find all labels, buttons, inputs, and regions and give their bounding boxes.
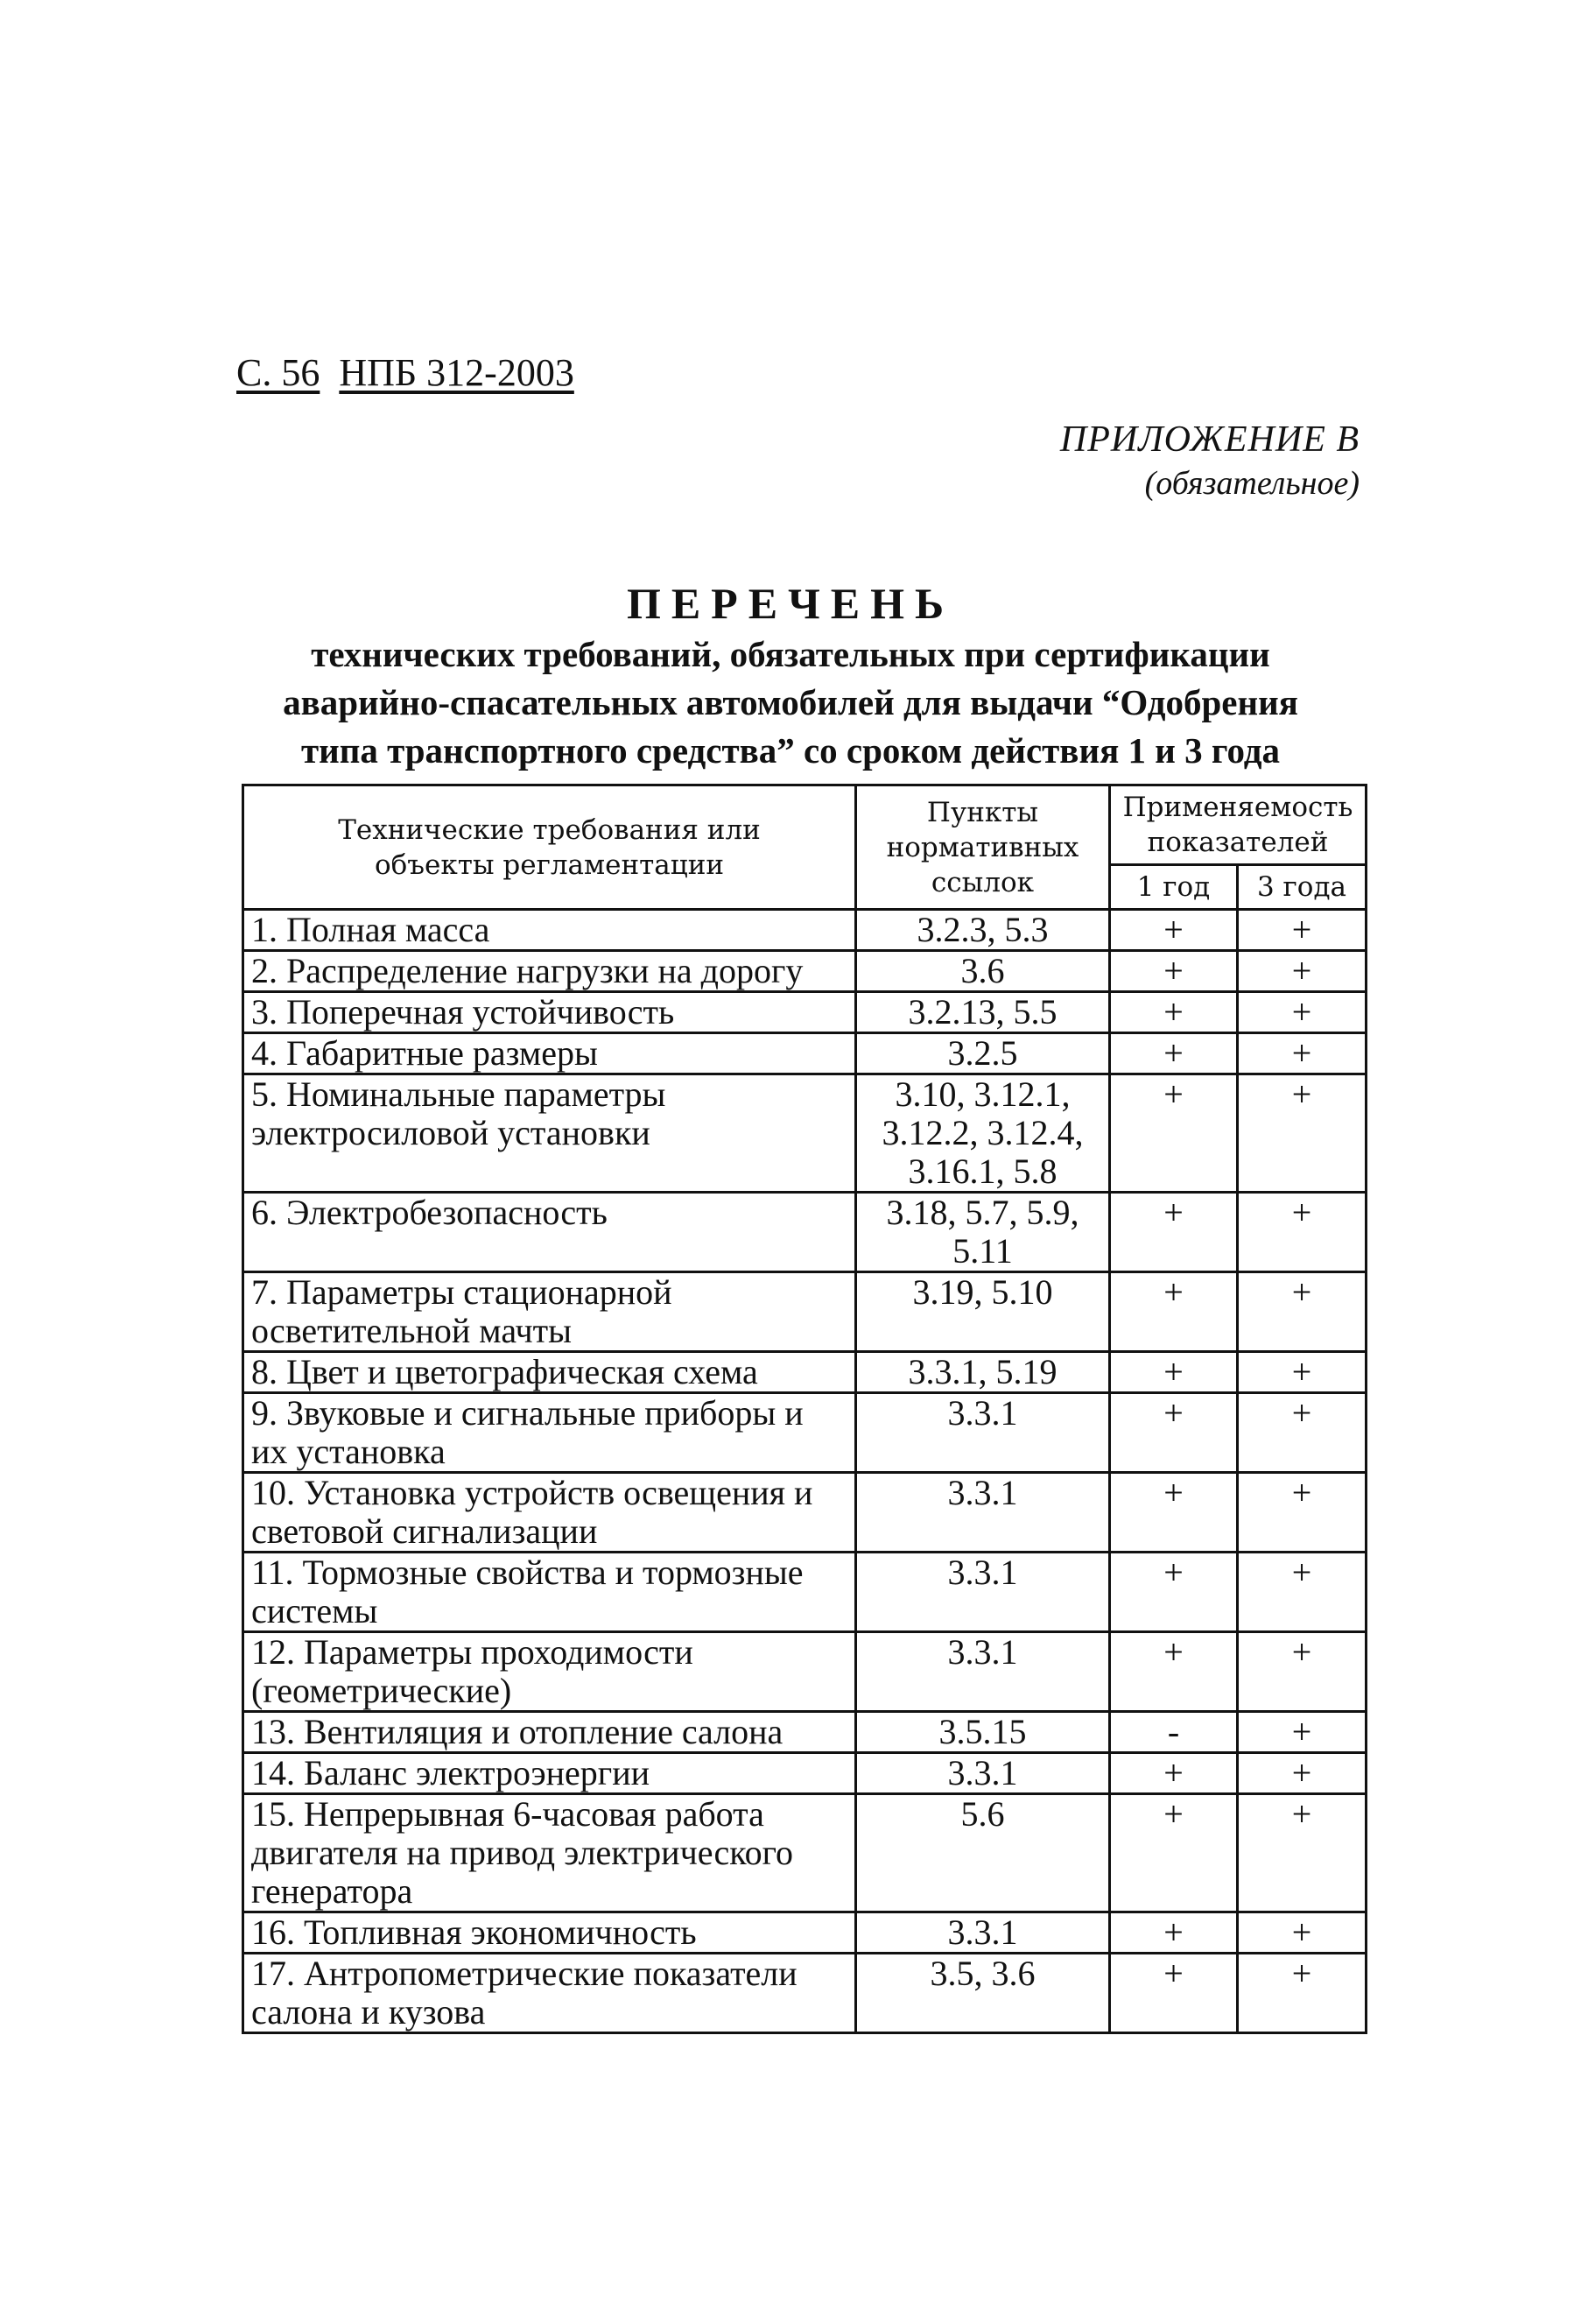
- refs-cell: 3.18, 5.7, 5.9, 5.11: [856, 1193, 1110, 1272]
- year-1-cell: +: [1110, 1912, 1238, 1954]
- year-3-cell: +: [1238, 1553, 1367, 1632]
- page-header: [236, 350, 574, 395]
- year-3-cell: +: [1238, 951, 1367, 992]
- table-row: [243, 1352, 1367, 1393]
- year-1-cell: +: [1110, 1632, 1238, 1712]
- title-line-2: аварийно-спасательных автомобилей для выдачи “Одобрения: [283, 682, 1298, 722]
- header-refs: Пункты нормативных ссылок: [856, 785, 1110, 910]
- year-3-cell: +: [1238, 1473, 1367, 1553]
- requirement-cell: 7. Параметры стационарной осветительной мачты: [243, 1272, 856, 1352]
- year-3-cell: +: [1238, 1074, 1367, 1193]
- year-1-cell: +: [1110, 1473, 1238, 1553]
- appendix-note: (обязательное): [1144, 465, 1360, 502]
- year-3-cell: +: [1238, 1352, 1367, 1393]
- requirement-cell: 6. Электробезопасность: [243, 1193, 856, 1272]
- table-row: [243, 992, 1367, 1033]
- page-number: С. 56: [236, 351, 320, 394]
- requirement-cell: 15. Непрерывная 6-часовая работа двигателя на привод электрического генератора: [243, 1794, 856, 1912]
- table-row: [243, 1473, 1367, 1553]
- refs-cell: 3.6: [856, 951, 1110, 992]
- header-requirements: Технические требования или объекты регламентации: [243, 785, 856, 910]
- refs-cell: 3.3.1: [856, 1553, 1110, 1632]
- refs-cell: 3.3.1, 5.19: [856, 1352, 1110, 1393]
- title-line-1: технических требований, обязательных при сертификации: [311, 634, 1270, 674]
- year-3-cell: +: [1238, 1193, 1367, 1272]
- refs-cell: 3.10, 3.12.1, 3.12.2, 3.12.4, 3.16.1, 5.8: [856, 1074, 1110, 1193]
- appendix-title: ПРИЛОЖЕНИЕ В: [1059, 419, 1360, 460]
- year-3-cell: +: [1238, 1753, 1367, 1794]
- year-3-cell: +: [1238, 1632, 1367, 1712]
- table-row: [243, 1074, 1367, 1193]
- table-row: [243, 1393, 1367, 1473]
- table-row: [243, 1272, 1367, 1352]
- year-3-cell: +: [1238, 1393, 1367, 1473]
- header-1-year: 1 год: [1110, 865, 1238, 910]
- appendix-label: [1060, 419, 1360, 503]
- year-1-cell: +: [1110, 951, 1238, 992]
- requirement-cell: 17. Антропометрические показатели салона и кузова: [243, 1954, 856, 2033]
- refs-cell: 3.5.15: [856, 1712, 1110, 1753]
- year-1-cell: +: [1110, 1553, 1238, 1632]
- refs-cell: 3.5, 3.6: [856, 1954, 1110, 2033]
- table-row: [243, 1912, 1367, 1954]
- refs-cell: 5.6: [856, 1794, 1110, 1912]
- year-1-cell: +: [1110, 1193, 1238, 1272]
- requirement-cell: 4. Габаритные размеры: [243, 1033, 856, 1074]
- table-row: [243, 1954, 1367, 2033]
- requirement-cell: 11. Тормозные свойства и тормозные системы: [243, 1553, 856, 1632]
- requirement-cell: 1. Полная масса: [243, 910, 856, 951]
- requirement-cell: 14. Баланс электроэнергии: [243, 1753, 856, 1794]
- table-row: [243, 1632, 1367, 1712]
- requirement-cell: 13. Вентиляция и отопление салона: [243, 1712, 856, 1753]
- year-1-cell: +: [1110, 910, 1238, 951]
- refs-cell: 3.3.1: [856, 1753, 1110, 1794]
- year-1-cell: +: [1110, 1393, 1238, 1473]
- requirement-cell: 3. Поперечная устойчивость: [243, 992, 856, 1033]
- requirement-cell: 8. Цвет и цветографическая схема: [243, 1352, 856, 1393]
- year-1-cell: +: [1110, 1272, 1238, 1352]
- year-1-cell: -: [1110, 1712, 1238, 1753]
- year-1-cell: +: [1110, 1074, 1238, 1193]
- refs-cell: 3.3.1: [856, 1473, 1110, 1553]
- refs-cell: 3.2.13, 5.5: [856, 992, 1110, 1033]
- year-1-cell: +: [1110, 1352, 1238, 1393]
- table-row: [243, 910, 1367, 951]
- year-3-cell: +: [1238, 992, 1367, 1033]
- requirement-cell: 12. Параметры проходимости (геометрические): [243, 1632, 856, 1712]
- year-3-cell: +: [1238, 1033, 1367, 1074]
- requirement-cell: 16. Топливная экономичность: [243, 1912, 856, 1954]
- header-3-years: 3 года: [1238, 865, 1367, 910]
- title-main: ПЕРЕЧЕНЬ: [626, 579, 955, 628]
- table-row: [243, 1033, 1367, 1074]
- refs-cell: 3.3.1: [856, 1393, 1110, 1473]
- requirement-cell: 9. Звуковые и сигнальные приборы и их установка: [243, 1393, 856, 1473]
- year-1-cell: +: [1110, 1753, 1238, 1794]
- table-row: [243, 1193, 1367, 1272]
- year-1-cell: +: [1110, 1033, 1238, 1074]
- year-3-cell: +: [1238, 1712, 1367, 1753]
- document-title: [0, 578, 1581, 773]
- requirement-cell: 10. Установка устройств освещения и световой сигнализации: [243, 1473, 856, 1553]
- table-row: [243, 951, 1367, 992]
- requirement-cell: 2. Распределение нагрузки на дорогу: [243, 951, 856, 992]
- year-3-cell: +: [1238, 1794, 1367, 1912]
- table-row: [243, 1753, 1367, 1794]
- table-row: [243, 1553, 1367, 1632]
- refs-cell: 3.3.1: [856, 1912, 1110, 1954]
- title-line-3: типа транспортного средства” со сроком действия 1 и 3 года: [300, 730, 1281, 771]
- year-3-cell: +: [1238, 910, 1367, 951]
- header-applicability: Применяемость показателей: [1110, 785, 1367, 865]
- requirement-cell: 5. Номинальные параметры электросиловой установки: [243, 1074, 856, 1193]
- requirements-table: [242, 784, 1367, 2034]
- table-row: [243, 1794, 1367, 1912]
- year-3-cell: +: [1238, 1954, 1367, 2033]
- year-1-cell: +: [1110, 1954, 1238, 2033]
- refs-cell: 3.2.3, 5.3: [856, 910, 1110, 951]
- refs-cell: 3.3.1: [856, 1632, 1110, 1712]
- table-row: [243, 1712, 1367, 1753]
- refs-cell: 3.2.5: [856, 1033, 1110, 1074]
- year-3-cell: +: [1238, 1272, 1367, 1352]
- refs-cell: 3.19, 5.10: [856, 1272, 1110, 1352]
- year-1-cell: +: [1110, 992, 1238, 1033]
- document-code: НПБ 312-2003: [339, 351, 574, 394]
- year-1-cell: +: [1110, 1794, 1238, 1912]
- year-3-cell: +: [1238, 1912, 1367, 1954]
